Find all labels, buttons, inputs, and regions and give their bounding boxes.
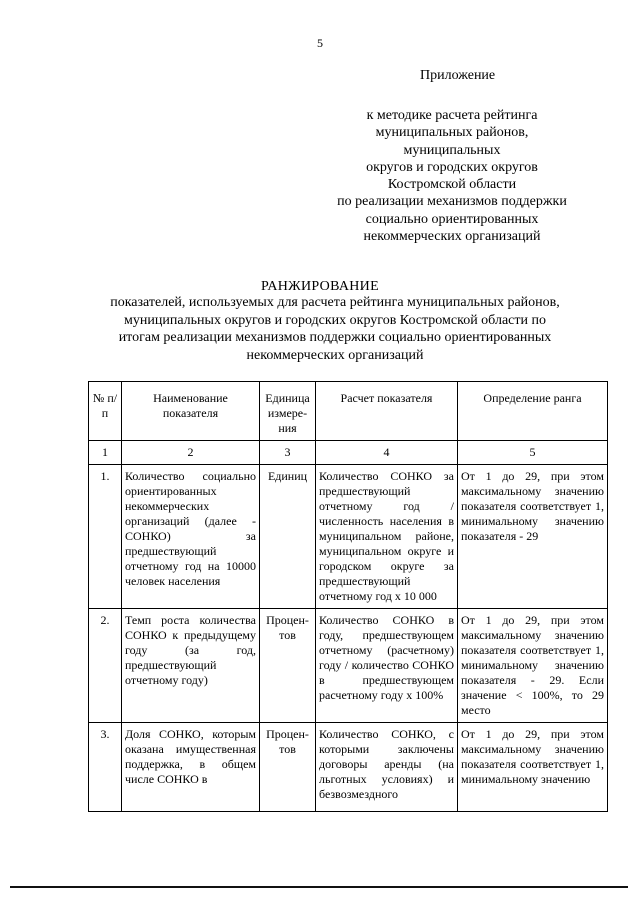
appendix-line: к методике расчета рейтинга [366,108,538,123]
page-bottom-edge [10,886,628,888]
rank-definition: От 1 до 29, при этом максимальному значению показателя соответствует 1, минимальному значению [458,723,608,812]
indicator-unit: Процен-тов [260,723,316,812]
indicator-calculation: Количество СОНКО за предшествующий отчетному год / численность населения в муниципальном районе, муниципальном округе и городском округе за предшествующий отчетному год x 10 000 [316,465,458,609]
subheading-line: муниципальных округов и городских округов Костромской области по [124,312,546,328]
indicator-name: Темп роста количества СОНКО к предыдущему году (за год, предшествующий отчетному году) [122,609,260,723]
indicator-name: Доля СОНКО, которым оказана имущественная поддержка, в общем числе СОНКО в [122,723,260,812]
page-number: 5 [317,36,323,50]
rank-definition: От 1 до 29, при этом максимальному значению показателя соответствует 1, минимальному значению показателя - 29. Если значение < 100%, то 29 место [458,609,608,723]
table-row [89,723,608,812]
appendix-line: по реализации механизмов поддержки [337,194,567,210]
indicator-name: Количество социально ориентированных некоммерческих организаций (далее - СОНКО) за предшествующий отчетному год на 10000 человек населения [122,465,260,609]
table-row [89,465,608,609]
header-rank: Определение ранга [458,382,608,441]
column-number: 2 [122,441,260,465]
appendix-line: муниципальных районов, [375,125,529,141]
table-header-row [89,382,608,441]
header-unit: Единица измере-ния [260,382,316,441]
row-number: 3. [89,723,122,812]
column-number: 3 [260,441,316,465]
indicator-calculation: Количество СОНКО, с которыми заключены договоры аренды (на льготных условиях) и безвозмездного [316,723,458,812]
appendix-line: некоммерческих организаций [363,229,541,245]
appendix-line: Костромской области [387,177,517,193]
header-num: № п/п [89,382,122,441]
indicator-unit: Единиц [260,465,316,609]
indicator-unit: Процен-тов [260,609,316,723]
subheading-line: итогам реализации механизмов поддержки социально ориентированных [118,330,552,345]
appendix-subtitle [292,107,612,245]
row-number: 1. [89,465,122,609]
table-row [89,609,608,723]
column-number: 5 [458,441,608,465]
appendix-line: округов и городских округов [366,159,538,175]
indicator-calculation: Количество СОНКО в году, предшествующем отчетному (расчетному) году / количество СОНКО в предшествующем расчетному году x 100% [316,609,458,723]
appendix-title: Приложение [420,68,496,83]
row-number: 2. [89,609,122,723]
appendix-line: муниципальных [403,142,501,158]
ranking-table [88,381,608,812]
column-number: 4 [316,441,458,465]
subheading-line: показателей, используемых для расчета рейтинга муниципальных районов, [110,295,560,310]
subheading-line: некоммерческих организаций [246,347,424,363]
column-number: 1 [89,441,122,465]
appendix-line: социально ориентированных [365,211,539,227]
header-name: Наименование показателя [122,382,260,441]
document-subheading [50,294,620,364]
rank-definition: От 1 до 29, при этом максимальному значению показателя соответствует 1, минимальному значению показателя - 29 [458,465,608,609]
column-numbers-row [89,441,608,465]
document-heading: РАНЖИРОВАНИЕ [261,279,379,294]
header-calc: Расчет показателя [316,382,458,441]
